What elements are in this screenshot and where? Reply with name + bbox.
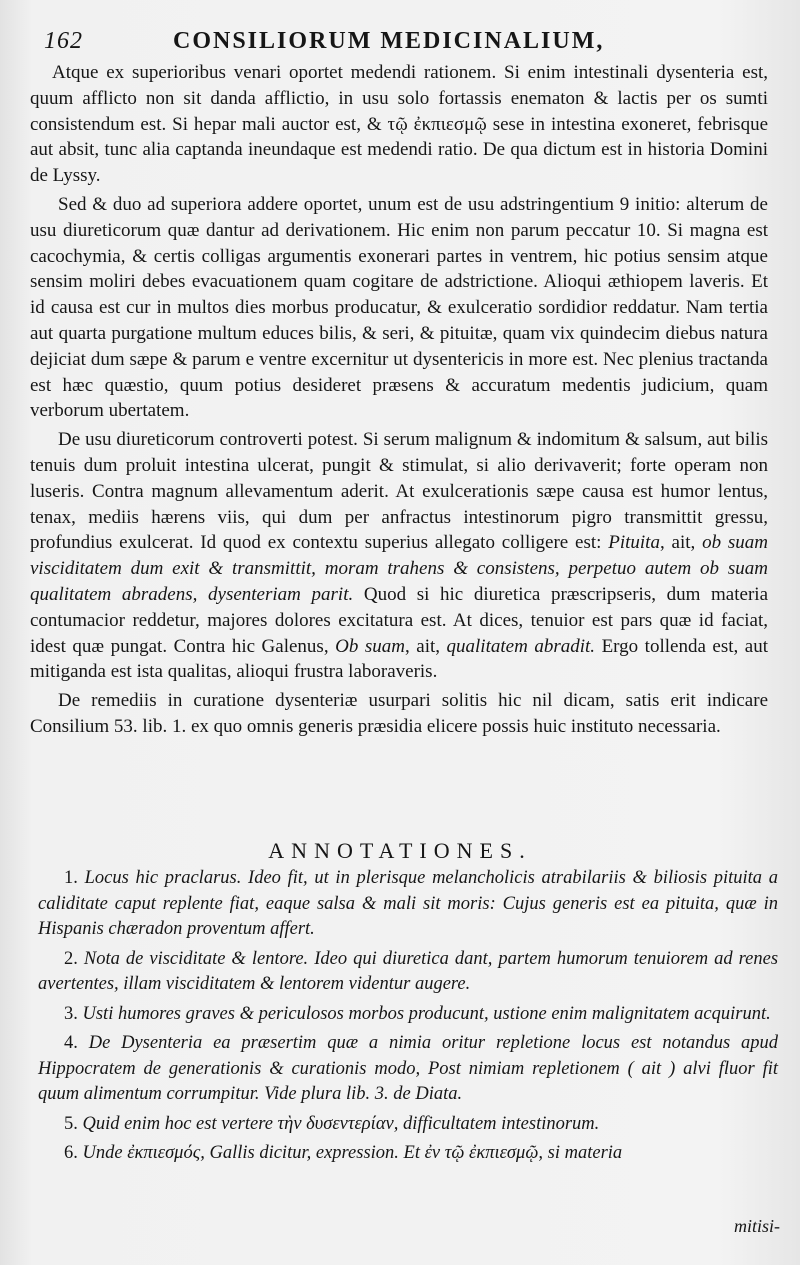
paragraph: Sed & duo ad superiora addere oportet, unum est de usu adstringentium 9 initio: alterum de usu diureticorum quæ dantur ad derivationem. Hic enim non parum peccatur 10. Si magna est cacochymia, & certis colligas argumentis exonerari partes in ventrem, hic potius sensim atque sensim moliri debes evacuationem quam cogitare de adstrictione. Alioqui æthiopem laveris. Et id causa est cur in multos dies morbus producatur, & exulceratio sordidior reddatur. Nam tertia aut quarta purgatione multum educes bilis, & seri, & pituitæ, quam vix quindecim diebus natura dejiciat dum sæpe & parum e ventre excernitur ut dysentericis in more est. Nec plenius tractanda est hæc quæstio, quum potius desideret præsens & accuratum medentis judicium, quam verborum ubertatem. [30, 193, 768, 422]
main-text [30, 60, 768, 743]
annotation-note [38, 1141, 778, 1167]
quote-text: ob suam visciditatem dum exit & transmittit, moram trahens & consistens, perpetuo autem ob suam qualitatem abradens, dysenteriam parit. [30, 532, 768, 605]
annotation-note [38, 947, 778, 998]
note-text: Nota de visciditate & lentore. Ideo qui diuretica dant, partem humorum tenuiorem ad renes avertentes, illam visciditatem & lentorem videntur augere. [38, 948, 779, 994]
running-title: CONSILIORUM MEDICINALIUM, [173, 28, 605, 54]
note-text: Quid enim hoc est vertere τὴν δυσεντερίαν, difficultatem intestinorum. [82, 1113, 600, 1134]
note-number: 5. [64, 1113, 78, 1134]
note-number: 4. [64, 1033, 78, 1053]
quote-text: Ob suam [335, 635, 405, 657]
paragraph-text: , ait, [659, 532, 696, 554]
note-text: De Dysenteria ea præsertim quæ a nimia oritur repletione locus est notandus apud Hippocratem de generationis & curationis modo, Post nimiam repletionem ( ait ) alvi fluor fit quum alimentum corrumpitur. Vide plura lib. 3. de Diata. [38, 1033, 778, 1104]
note-number: 1. [64, 868, 78, 888]
annotation-note [38, 1031, 778, 1108]
paragraph-text: De usu diureticorum controverti potest. Si serum malignum & indomitum & salsum, aut bilis tenuis dum proluit intestina ulcerat, pungit & stimulat, si alio derivaverit; forte operam non luseris. Contra magnum allevamentum aderit. At exulcerationis sæpe causa est humor lentus, tenax, mediis hærens viis, qui dum per anfractus intestinorum pigro transmittit gressu, profundius exulcerat. Id quod ex contextu superius allegato colligere est: [30, 429, 768, 554]
annotations-list [38, 866, 778, 1171]
paragraph: Atque ex superioribus venari oportet medendi rationem. Si enim intestinali dysenteria est, quum afflicto non sit danda afflictio, in usu solo fortassis enematon & lactis per os sumti consistendum est. Si hepar mali auctor est, & τῷ ἐκπιεσμῷ sese in intestina exoneret, febrisque aut absit, tunc alia captanda ineundaque est medendi ratio. De qua dictum est in historia Domini de Lyssy. [30, 62, 768, 187]
paragraph-text: , ait, [404, 635, 440, 657]
paragraph-text: Ergo tollenda est, aut mitiganda est ista qualitas, alioqui frustra laboraveris. [30, 635, 768, 683]
paragraph-text: Quod si hic diuretica præscripseris, dum materia contumacior reddetur, majores dolores excitatura est. At dices, tenuior est pars quæ id faciat, idest quæ pungat. Contra hic Galenus, [30, 583, 768, 657]
paragraph: De remediis in curatione dysenteriæ usurpari solitis hic nil dicam, satis erit indicare Consilium 53. lib. 1. ex quo omnis generis præsidia elicere possis huic instituto necessaria. [30, 690, 768, 737]
annotation-note [38, 1002, 778, 1028]
catchword: mitisi- [733, 1216, 780, 1236]
note-text: Locus hic praclarus. Ideo fit, ut in plerisque melancholicis atrabilariis & biliosis pituita a caliditate caput replente fiat, eaque salsa & mali sit moris: Cujus generis est ea pituita, quæ in Hispanis chæradon proventum affert. [38, 868, 778, 939]
note-text: Usti humores graves & periculosos morbos producunt, ustione enim malignitatem acquirunt. [82, 1003, 771, 1024]
annotations-heading: ANNOTATIONES. [268, 838, 532, 863]
note-number: 3. [64, 1003, 78, 1024]
note-text: Unde ἐκπιεσμός, Gallis dicitur, expression. Et ἐν τῷ ἐκπιεσμῷ, si materia [82, 1143, 623, 1163]
page-number: 162 [44, 28, 83, 54]
note-number: 6. [64, 1143, 78, 1163]
annotation-note [38, 1112, 778, 1138]
paragraph [30, 427, 768, 685]
note-number: 2. [64, 948, 78, 969]
page-header [28, 22, 788, 62]
quote-text: Pituita [608, 532, 660, 554]
quote-text: qualitatem abradit. [446, 635, 596, 657]
annotation-note [38, 866, 778, 943]
